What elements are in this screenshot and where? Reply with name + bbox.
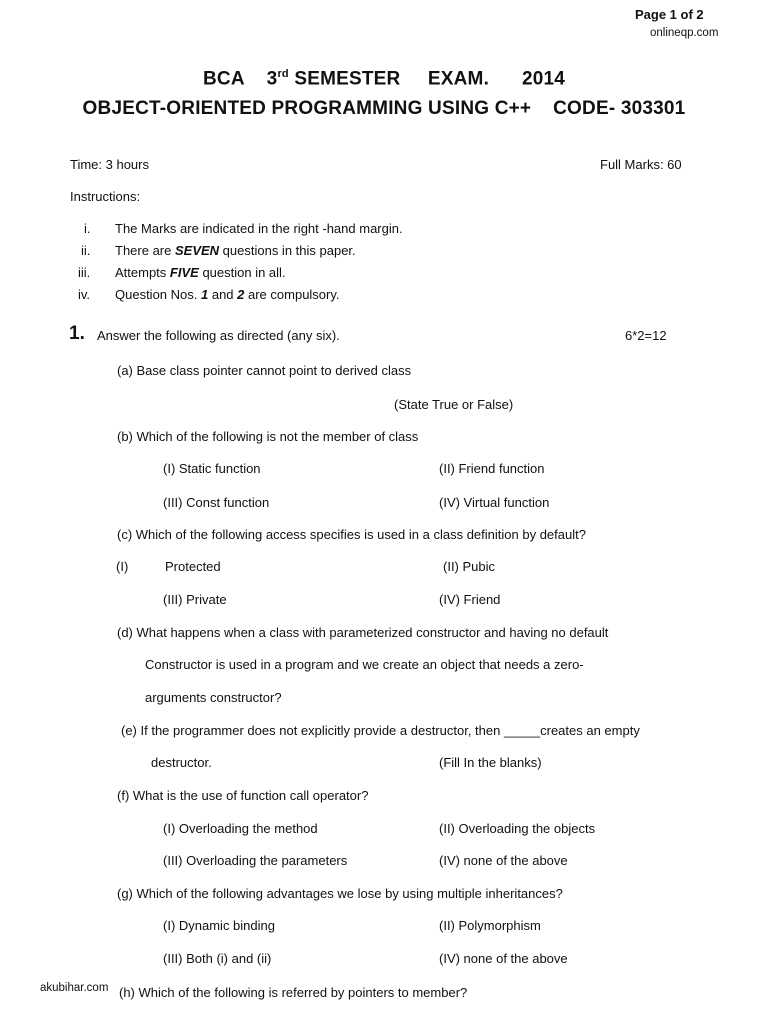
- subject-title-line: [0, 98, 768, 120]
- option-label: (I): [116, 559, 129, 574]
- option: (IV) none of the above: [439, 853, 568, 868]
- subquestion-d: (d) What happens when a class with parameterized constructor and having no default: [117, 625, 609, 640]
- instruction-text: [115, 287, 340, 302]
- subquestion-e-note: (Fill In the blanks): [439, 755, 542, 770]
- instruction-text: [115, 265, 286, 280]
- course-name: BCA: [202, 68, 245, 90]
- option: (IV) none of the above: [439, 951, 568, 966]
- subquestion-b: (b) Which of the following is not the member of class: [117, 429, 419, 444]
- option: (I) Static function: [163, 461, 261, 476]
- option: (II) Friend function: [439, 461, 545, 476]
- option: (II) Overloading the objects: [439, 821, 596, 836]
- instruction-text-part: Question Nos.: [115, 287, 201, 302]
- option: (IV) Virtual function: [439, 495, 550, 510]
- instruction-text: [115, 221, 403, 236]
- instruction-text-part: are compulsory.: [244, 287, 340, 302]
- question-number: 1.: [69, 323, 85, 344]
- option: (III) Private: [163, 592, 227, 607]
- subquestion-d-continued: arguments constructor?: [145, 690, 282, 705]
- instruction-emphasis: SEVEN: [174, 243, 220, 258]
- option: (III) Both (i) and (ii): [163, 951, 272, 966]
- instruction-emphasis: 1: [201, 287, 209, 302]
- option: (III) Overloading the parameters: [163, 853, 348, 868]
- subject-code: CODE- 303301: [553, 98, 686, 119]
- subquestion-e-continued: destructor.: [151, 755, 212, 770]
- option: (IV) Friend: [439, 592, 501, 607]
- exam-label: EXAM.: [427, 68, 490, 90]
- exam-title-line: [0, 68, 768, 90]
- footer-watermark: akubihar.com: [40, 982, 109, 994]
- instructions-heading: Instructions:: [70, 189, 141, 204]
- page-number: Page 1 of 2: [635, 7, 704, 22]
- exam-time: Time: 3 hours: [70, 157, 149, 172]
- instruction-emphasis: 2: [237, 287, 245, 302]
- option: (I) Overloading the method: [163, 821, 318, 836]
- option: (III) Const function: [163, 495, 270, 510]
- subquestion-a: (a) Base class pointer cannot point to derived class: [117, 363, 412, 378]
- option: (II) Polymorphism: [439, 918, 541, 933]
- semester-number: 3: [266, 68, 278, 90]
- subquestion-c: (c) Which of the following access specifies is used in a class definition by default?: [117, 527, 586, 542]
- instruction-text-part: The Marks are indicated in the right -hand margin.: [115, 221, 403, 236]
- option: (II) Pubic: [443, 559, 496, 574]
- instruction-emphasis: FIVE: [169, 265, 199, 280]
- instruction-text-part: question in all.: [198, 265, 286, 280]
- instruction-text-part: Attempts: [115, 265, 170, 280]
- instruction-number: i.: [84, 221, 91, 236]
- instruction-text: [115, 243, 356, 258]
- subquestion-d-continued: Constructor is used in a program and we create an object that needs a zero-: [145, 657, 584, 672]
- question-text: Answer the following as directed (any six).: [97, 328, 340, 343]
- exam-year: 2014: [521, 68, 566, 90]
- semester-suffix: rd: [277, 68, 289, 80]
- instruction-number: iv.: [78, 287, 91, 302]
- instruction-text-part: questions in this paper.: [219, 243, 356, 258]
- site-watermark: onlineqp.com: [650, 27, 719, 39]
- subquestion-e: (e) If the programmer does not explicitly provide a destructor, then _____creates an empty: [121, 723, 640, 738]
- subquestion-f: (f) What is the use of function call operator?: [117, 788, 369, 803]
- instruction-number: ii.: [81, 243, 91, 258]
- question-marks: 6*2=12: [625, 328, 667, 343]
- full-marks: Full Marks: 60: [600, 157, 682, 172]
- instruction-text-part: and: [208, 287, 238, 302]
- instruction-text-part: There are: [115, 243, 175, 258]
- instruction-number: iii.: [78, 265, 91, 280]
- subquestion-a-note: (State True or False): [394, 397, 514, 412]
- option: Protected: [165, 559, 221, 574]
- semester-label: SEMESTER: [294, 68, 401, 90]
- subject-name: OBJECT-ORIENTED PROGRAMMING USING C++: [82, 98, 532, 119]
- subquestion-g: (g) Which of the following advantages we lose by using multiple inheritances?: [117, 886, 563, 901]
- subquestion-h: (h) Which of the following is referred by pointers to member?: [119, 985, 468, 1000]
- option: (I) Dynamic binding: [163, 918, 275, 933]
